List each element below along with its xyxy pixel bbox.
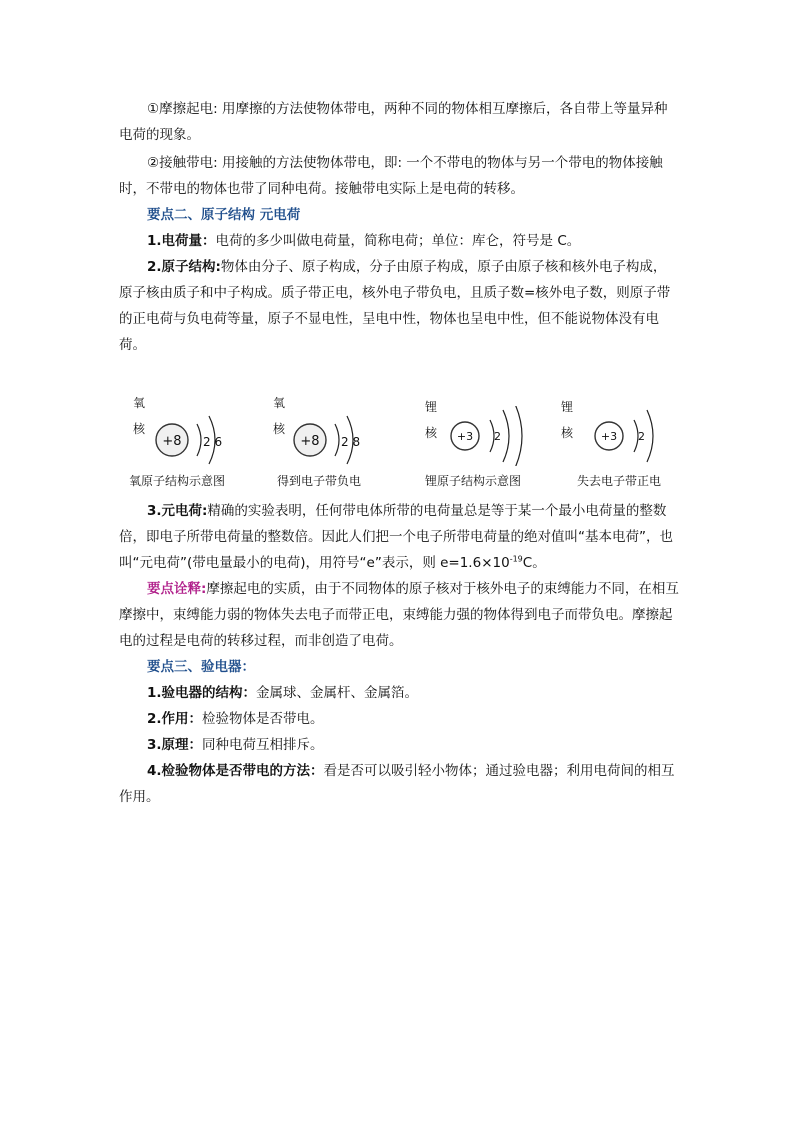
- item-electroscope-function: [119, 706, 679, 732]
- lithium-ion-icon: [579, 406, 689, 466]
- note-text: 摩擦起电的实质，由于不同物体的原子核对于核外电子的束缚能力不同，在相互摩擦中，束缚能力弱的物体失去电子而带正电，束缚能力强的物体得到电子而带负电。摩擦起电的过程是电荷的转移过程，而非创造了电荷。: [119, 581, 679, 649]
- item-detection-method: [119, 758, 679, 810]
- item-text: 金属球、金属杆、金属箔。: [256, 685, 419, 701]
- nucleus-charge: +3: [600, 430, 618, 443]
- item-text: 物体由分子、原子构成，分子由原子构成，原子由原子核和核外电子构成，原子核由质子和中子构成。质子带正电，核外电子带负电，且质子数=核外电子数，则原子带的正电荷与负电荷等量，原子不显电性，呈电中性，物体也呈电中性，但不能说物体没有电荷。: [119, 259, 671, 353]
- diagram-caption: 氧原子结构示意图: [129, 474, 226, 488]
- section-heading-electroscope: 要点三、验电器：: [147, 659, 255, 675]
- paragraph-friction-charging: ①摩擦起电: 用摩擦的方法使物体带电，两种不同的物体相互摩擦后，各自带上等量异种电荷的现象。: [119, 101, 668, 143]
- electron-shells: 2: [638, 430, 645, 443]
- item-label: 1.电荷量：: [147, 233, 216, 249]
- item-electroscope-principle: [119, 732, 679, 758]
- electron-shells: 2 8: [341, 435, 361, 449]
- item-elementary-charge: [119, 498, 679, 576]
- diagram-caption: 得到电子带负电: [277, 474, 362, 488]
- unit: C。: [522, 555, 546, 571]
- document-body: [119, 96, 679, 810]
- item-label: 3.原理：: [147, 737, 203, 753]
- item-label: 3.元电荷:: [147, 503, 208, 519]
- item-text: 精确的实验表明，任何带电体所带的电荷量总是等于某一个最小电荷量的整数倍，即电子所带电荷量的整数倍。因此人们把一个电子所带电荷量的绝对值叫“基本电荷”，也叫“元电荷”(带电量最小的电荷)，用符号“e”表示，则 e=1.6×10: [119, 503, 673, 571]
- nucleus-label: 氧核: [273, 396, 286, 436]
- item-label: 1.验电器的结构：: [147, 685, 257, 701]
- item-atomic-structure: [119, 254, 679, 358]
- electron-shells: 2 6: [203, 435, 223, 449]
- atom-diagrams-figure: [119, 396, 679, 486]
- oxygen-atom-icon: [139, 408, 259, 468]
- diagram-caption: 失去电子带正电: [577, 474, 662, 488]
- item-text: 检验物体是否带电。: [202, 711, 324, 727]
- item-text: 同种电荷互相排斥。: [202, 737, 324, 753]
- nucleus-label: 锂核: [561, 400, 574, 440]
- electron-shells: 2: [494, 430, 501, 443]
- nucleus-label: 氧核: [133, 396, 146, 436]
- item-label: 2.原子结构:: [147, 259, 221, 275]
- item-electroscope-structure: [119, 680, 679, 706]
- section-heading-atomic-structure: 要点二、原子结构 元电荷: [147, 207, 301, 223]
- lithium-atom-icon: [435, 406, 555, 466]
- nucleus-charge: +8: [162, 434, 182, 449]
- note-label: 要点诠释:: [147, 581, 207, 597]
- item-text: 电荷的多少叫做电荷量，简称电荷；单位：库仑，符号是 C。: [215, 233, 581, 249]
- oxygen-ion-icon: [277, 408, 397, 468]
- diagram-caption: 锂原子结构示意图: [425, 474, 522, 488]
- item-label: 2.作用：: [147, 711, 203, 727]
- item-label: 4.检验物体是否带电的方法：: [147, 763, 324, 779]
- exponent: -19: [509, 554, 523, 564]
- item-text: 看是否可以吸引轻小物体；通过验电器；利用电荷间的相互作用。: [119, 763, 675, 805]
- key-note: [119, 576, 679, 654]
- nucleus-label: 锂核: [425, 400, 438, 440]
- nucleus-charge: +8: [300, 434, 320, 449]
- nucleus-charge: +3: [456, 430, 474, 443]
- paragraph-contact-charging: ②接触带电: 用接触的方法使物体带电，即: 一个不带电的物体与另一个带电的物体接触时，不带电的物体也带了同种电荷。接触带电实际上是电荷的转移。: [119, 155, 663, 197]
- item-charge-quantity: [119, 228, 679, 254]
